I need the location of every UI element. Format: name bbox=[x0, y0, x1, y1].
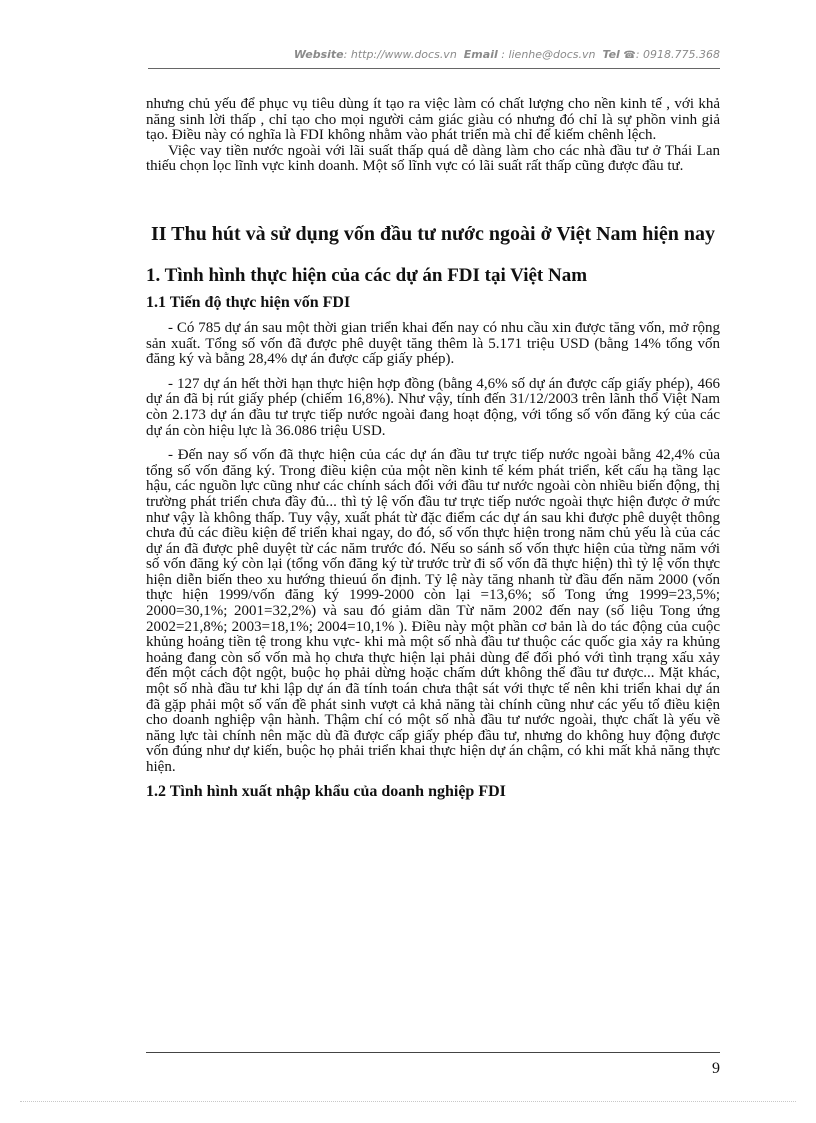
phone-icon: ☎ bbox=[623, 50, 636, 61]
paragraph-4: - 127 dự án hết thời hạn thực hiện hợp đồng (bằng 4,6% số dự án được cấp giấy phép), 466 dự án đã bị rút giấy phép (chiếm 16,8%). Như vậy, tính đến 31/12/2003 trên lãnh thổ Việt Nam còn 2.173 dự án đầu tư trực tiếp nước ngoài đang hoạt động, với tổng số vốn đăng ký của các dự án còn hiệu lực là 36.086 triệu USD. bbox=[146, 375, 720, 439]
section-title: II Thu hút và sử dụng vốn đầu tư nước ngoài ở Việt Nam hiện nay bbox=[150, 222, 716, 245]
paragraph-5: - Đến nay số vốn đã thực hiện của các dự án đầu tư trực tiếp nước ngoài bằng 42,4% của tổng số vốn đăng ký. Trong điều kiện của một nền kinh tế kém phát triển, kết cấu hạ tầng lạc hậu, các nguồn lực cũng như các chính sách đối với đầu tư nước ngoài còn nhiều biến động, thị trường phát triển chưa đầy đủ... thì tỷ lệ vốn đầu tư trực tiếp nước ngoài thực hiện được ở mức như vậy là không thấp. Tuy vậy, xuất phát từ đặc điểm các dự án sau khi được phê duyệt thông chưa đủ các điều kiện để triển khai ngay, do đó, số vốn thực hiện trong năm chủ yếu là của các dự án đã được phê duyệt từ các năm trước đó. Nếu so sánh số vốn thực hiện của từng năm với số vốn đăng ký còn lại (tổng vốn đăng ký từ trước trừ đi số vốn đã thực hiện) thì tỷ lệ vốn thực hiện diễn biến theo xu hướng thieuú ổn định. Tỷ lệ này tăng nhanh từ đầu đến năm 2000 (vốn thực hiện 1999/vốn đăng ký 1999-2000 còn lại =13,6%; số Tong ứng 1999=23,5%; 2000=30,1%; 2001=32,2%) và sau đó giảm dần Từ năm 2002 đến nay (số liệu Tong ứng 2002=21,8%; 2003=18,1%; 2004=10,1% ). Điều này một phần cơ bản là do tác động của cuộc khủng hoảng tiền tệ trong khu vực- khi mà một số nhà đầu tư thuộc các quốc gia xảy ra khủng hoảng đang còn số vốn mà họ chưa thực hiện lại phải dùng để đối phó với tình trạng xấu xảy đến một cách đột ngột, buộc họ phải dừng hoặc chấm dứt không thể đầu tư được... Mặt khác, một số nhà đầu tư khi lập dự án đã tính toán chưa thật sát với thực tế nên khi triển khai dự án đã gặp phải một số vấn đề phát sinh vượt cả khả năng tài chính cũng như các yếu tố điều kiện cho doanh nghiệp vận hành. Thậm chí có một số nhà đầu tư nước ngoài, thực chất là yếu về năng lực tài chính nên mặc dù đã được cấp giấy phép đầu tư, nhưng do không huy động được vốn đúng như dự kiến, buộc họ phải triển khai thực hiện dự án chậm, có khi mất khả năng thực hiện. bbox=[146, 447, 720, 775]
paragraph-1: nhưng chủ yếu để phục vụ tiêu dùng ít tạo ra việc làm có chất lượng cho nền kinh tế , với khả năng sinh lời thấp , chỉ tạo cho mọi người cảm giác giàu có nhưng đó chỉ là sự phồn vinh giả tạo. Điều này có nghĩa là FDI không nhằm vào phát triển mà chỉ để kiếm chênh lệch. bbox=[146, 96, 720, 144]
website-label: Website bbox=[293, 48, 344, 61]
page-content bbox=[146, 97, 720, 802]
page-header bbox=[148, 48, 720, 69]
paragraph-2: Việc vay tiền nước ngoài với lãi suất thấp quá dễ dàng làm cho các nhà đầu tư ở Thái Lan thiếu chọn lọc lĩnh vực kinh doanh. Một số lĩnh vực có lãi suất rất thấp cũng được đầu tư. bbox=[146, 142, 720, 175]
tel-value: : 0918.775.368 bbox=[635, 48, 720, 61]
bottom-dotted-rule bbox=[20, 1101, 796, 1102]
footer-rule bbox=[146, 1052, 720, 1053]
email-label: Email bbox=[463, 48, 498, 61]
email-value: : lienhe@docs.vn bbox=[497, 48, 596, 61]
subsection-title-1-2: 1.2 Tình hình xuất nhập khẩu của doanh nghiệp FDI bbox=[146, 782, 506, 800]
tel-label: Tel bbox=[602, 48, 620, 61]
website-value: : http://www.docs.vn bbox=[343, 48, 457, 61]
paragraph-3: - Có 785 dự án sau một thời gian triển khai đến nay có nhu cầu xin được tăng vốn, mở rộng sản xuất. Tổng số vốn đã được phê duyệt tăng thêm là 5.171 triệu USD (bằng 14% tổng vốn đăng ký và bằng 28,4% dự án được cấp giấy phép). bbox=[146, 319, 720, 368]
page-number: 9 bbox=[712, 1060, 720, 1077]
subsection-title-1-1: 1.1 Tiến độ thực hiện vốn FDI bbox=[146, 293, 351, 311]
subsection-title-1: 1. Tình hình thực hiện của các dự án FDI tại Việt Nam bbox=[146, 264, 588, 286]
